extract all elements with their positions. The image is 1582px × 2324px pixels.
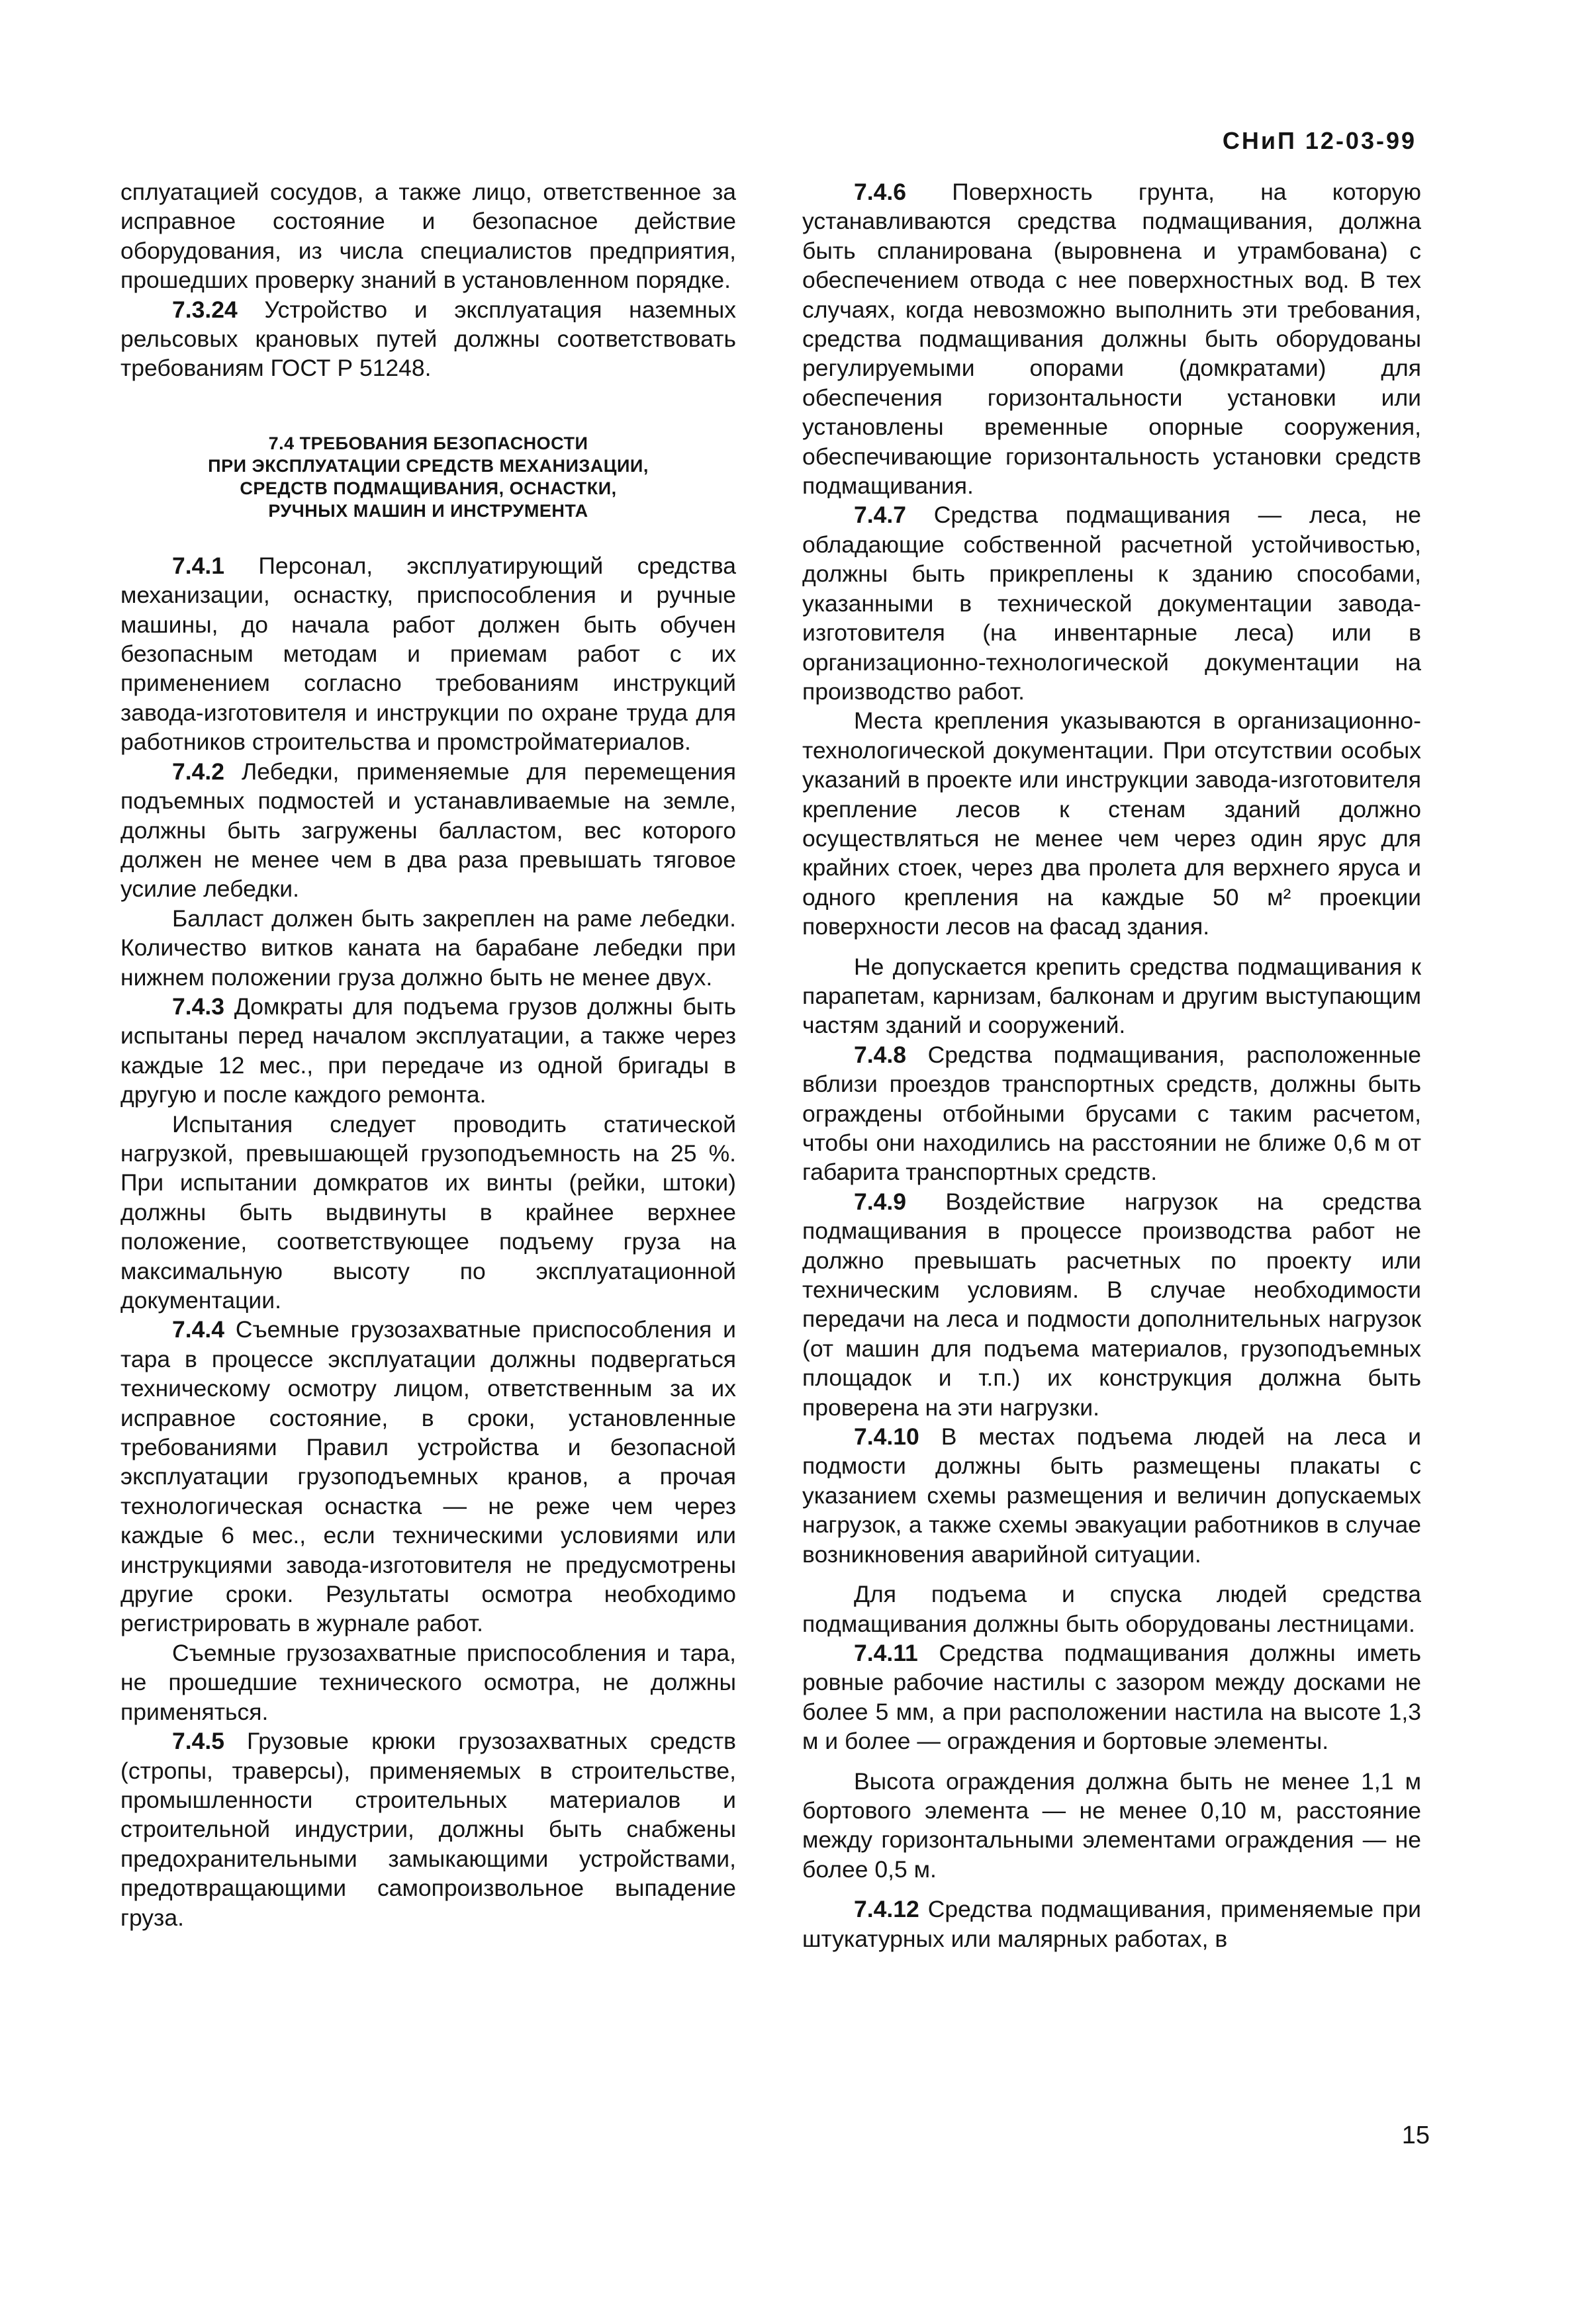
paragraph xyxy=(802,177,1421,500)
page-number: 15 xyxy=(1401,2122,1430,2149)
left-intro-paragraphs xyxy=(120,177,736,383)
section-heading-line: РУЧНЫХ МАШИН И ИНСТРУМЕНТА xyxy=(268,500,588,521)
paragraph-text: сплуатацией сосудов, а также лицо, ответственное за исправное состояние и безопасное действие оборудования, из числа специалистов предприятия, прошедших проверку знаний в установленном порядке. xyxy=(120,179,736,294)
clause-number: 7.4.10 xyxy=(854,1423,919,1451)
clause-number: 7.4.4 xyxy=(172,1316,224,1343)
clause-number: 7.3.24 xyxy=(172,296,238,323)
section-heading-line: СРЕДСТВ ПОДМАЩИВАНИЯ, ОСНАСТКИ, xyxy=(240,478,617,498)
paragraph xyxy=(802,1187,1421,1422)
paragraph-text: Балласт должен быть закреплен на раме лебедки. Количество витков каната на барабане лебедки при нижнем положении груза должно быть не менее двух. xyxy=(120,905,736,991)
paragraph-text: Для подъема и спуска людей средства подмащивания должны быть оборудованы лестницами. xyxy=(802,1581,1421,1637)
clause-number: 7.4.2 xyxy=(172,758,224,785)
paragraph-text: Поверхность грунта, на которую устанавливаются средства подмащивания, должна быть спланирована (выровнена и утрамбована) с обеспечением отвода с нее поверхностных вод. В тех случаях, когда невозможно выполнить эти требования, средства подмащивания должны быть оборудованы регулируемыми опорами (домкратами) для обеспечения горизонтальности установки или установлены временные опорные сооружения, обеспечивающие горизонтальность установки средств подмащивания. xyxy=(802,179,1421,500)
clause-number: 7.4.11 xyxy=(854,1639,918,1666)
paragraph xyxy=(802,1895,1421,1953)
paragraph xyxy=(120,1110,736,1316)
clause-number: 7.4.5 xyxy=(172,1728,224,1755)
paragraph-text: Средства подмащивания, расположенные вблизи проездов транспортных средств, должны быть ограждены отбойными брусами с таким расчетом, чтобы они находились на расстоянии не ближе 0,6 м от габарита транспортных средств. xyxy=(802,1041,1421,1186)
paragraph xyxy=(120,295,736,383)
paragraph xyxy=(120,757,736,904)
paragraph-text: Домкраты для подъема грузов должны быть испытаны перед началом эксплуатации, а также через каждые 12 мес., при передаче из одной бригады в другую и после каждого ремонта. xyxy=(120,993,736,1108)
paragraph xyxy=(802,1638,1421,1756)
clause-number: 7.4.7 xyxy=(854,502,906,529)
right-paragraphs xyxy=(802,177,1421,1953)
paragraph xyxy=(802,1767,1421,1885)
section-heading-line: 7.4 ТРЕБОВАНИЯ БЕЗОПАСНОСТИ xyxy=(268,433,588,453)
paragraph-text: Средства подмащивания — леса, не обладающие собственной расчетной устойчивостью, должны быть прикреплены к зданию способами, указанными в технической документации завода-изготовителя (на инвентарные леса) или в организационно-технологической документации на производство работ. xyxy=(802,502,1421,705)
paragraph xyxy=(120,177,736,295)
right-column xyxy=(802,177,1421,1953)
paragraph-text: Высота ограждения должна быть не менее 1,1 м бортового элемента — не менее 0,10 м, расстояние между горизонтальными элементами ограждения — не более 0,5 м. xyxy=(802,1767,1421,1883)
paragraph-text: Средства подмащивания, применяемые при штукатурных или малярных работах, в xyxy=(802,1896,1421,1952)
paragraph xyxy=(802,1422,1421,1569)
paragraph-text: В местах подъема людей на леса и подмости должны быть размещены плакаты с указанием схемы размещения и величин допускаемых нагрузок, а также схемы эвакуации работников в случае возникновения аварийной ситуации. xyxy=(802,1423,1421,1568)
paragraph-text: Не допускается крепить средства подмащивания к парапетам, карнизам, балконам и другим выступающим частям зданий и сооружений. xyxy=(802,953,1421,1039)
clause-number: 7.4.1 xyxy=(172,552,224,579)
paragraph xyxy=(120,992,736,1110)
paragraph xyxy=(802,1040,1421,1187)
paragraph-text: Средства подмащивания должны иметь ровные рабочие настилы с зазором между досками не более 5 мм, а при расположении настила на высоте 1,3 м и более — ограждения и бортовые элементы. xyxy=(802,1639,1421,1755)
clause-number: 7.4.9 xyxy=(854,1188,906,1215)
clause-number: 7.4.8 xyxy=(854,1041,906,1068)
paragraph xyxy=(120,904,736,992)
paragraph-text: Места крепления указываются в организационно-технологической документации. При отсутствии особых указаний в проекте или инструкции завода-изготовителя крепление лесов к стенам зданий должно осуществляться не менее чем через один ярус для крайних стоек, через два пролета для верхнего яруса и одного крепления на каждые 50 м² проекции поверхности лесов на фасад здания. xyxy=(802,707,1421,940)
left-column xyxy=(120,177,736,1932)
clause-number: 7.4.3 xyxy=(172,993,224,1020)
paragraph xyxy=(802,1580,1421,1638)
section-heading-line: ПРИ ЭКСПЛУАТАЦИИ СРЕДСТВ МЕХАНИЗАЦИИ, xyxy=(208,455,649,476)
paragraph xyxy=(120,1638,736,1726)
paragraph-text: Испытания следует проводить статической нагрузкой, превышающей грузоподъемность на 25 %. При испытании домкратов их винты (рейки, штоки) должны быть выдвинуты в крайнее верхнее положение, соответствующее подъему груза на максимальную высоту по эксплуатационной документации. xyxy=(120,1110,736,1314)
paragraph-text: Съемные грузозахватные приспособления и тара в процессе эксплуатации должны подвергаться техническому осмотру лицом, ответственным за их исправное состояние, в сроки, установленные требованиями Правил устройства и безопасной эксплуатации грузоподъемных кранов, а прочая технологическая оснастка — не реже чем через каждые 6 мес., если техническими условиями или инструкциями завода-изготовителя не предусмотрены другие сроки. Результаты осмотра необходимо регистрировать в журнале работ. xyxy=(120,1316,736,1637)
paragraph xyxy=(120,1726,736,1932)
paragraph-text: Устройство и эксплуатация наземных рельсовых крановых путей должны соответствовать требованиям ГОСТ Р 51248. xyxy=(120,296,736,382)
paragraph-text: Персонал, эксплуатирующий средства механизации, оснастку, приспособления и ручные машины, до начала работ должен быть обучен безопасным методам и приемам работ с их применением согласно требованиям инструкций завода-изготовителя и инструкции по охране труда для работников строительства и промстройматериалов. xyxy=(120,552,736,756)
section-heading xyxy=(120,432,736,522)
clause-number: 7.4.6 xyxy=(854,179,906,205)
document-code: СНиП 12-03-99 xyxy=(1222,127,1417,154)
paragraph xyxy=(120,551,736,757)
clause-number: 7.4.12 xyxy=(854,1896,919,1923)
paragraph xyxy=(802,500,1421,706)
paragraph xyxy=(802,706,1421,941)
paragraph-text: Съемные грузозахватные приспособления и тара, не прошедшие технического осмотра, не должны применяться. xyxy=(120,1639,736,1725)
left-paragraphs xyxy=(120,551,736,1932)
paragraph-text: Грузовые крюки грузозахватных средств (стропы, траверсы), применяемых в строительстве, промышленности строительных материалов и строительной индустрии, должны быть снабжены предохранительными замыкающими устройствами, предотвращающими самопроизвольное выпадение груза. xyxy=(120,1728,736,1931)
paragraph xyxy=(802,952,1421,1040)
paragraph-text: Воздействие нагрузок на средства подмащивания в процессе производства работ не должно превышать расчетных по проекту или техническим условиям. В случае необходимости передачи на леса и подмости дополнительных нагрузок (от машин для подъема материалов, грузоподъемных площадок и т.п.) их конструкция должна быть проверена на эти нагрузки. xyxy=(802,1188,1421,1421)
paragraph xyxy=(120,1315,736,1638)
paragraph-text: Лебедки, применяемые для перемещения подъемных подмостей и устанавливаемые на земле, должны быть загружены балластом, вес которого должен не менее чем в два раза превышать тяговое усилие лебедки. xyxy=(120,758,736,903)
